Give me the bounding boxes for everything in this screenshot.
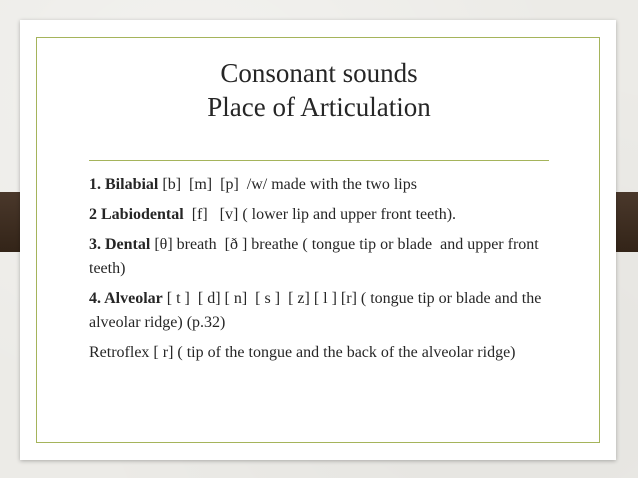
item-term: 2 Labiodental	[89, 206, 184, 223]
item-description: [b] [m] [p] /w/ made with the two lips	[158, 176, 417, 193]
list-item-labiodental	[89, 203, 559, 227]
slide-body	[89, 173, 559, 371]
list-item-dental	[89, 233, 559, 281]
item-description: [f] [v] ( lower lip and upper front teeth).	[183, 206, 457, 223]
list-item-alveolar	[89, 287, 559, 335]
slide-title-line1: Consonant sounds	[220, 58, 418, 88]
item-description: [θ] breath [ð ] breathe ( tongue tip or blade and upper front teeth)	[89, 236, 543, 277]
list-item-retroflex	[89, 341, 559, 365]
item-term: 4. Alveolar	[89, 290, 163, 307]
list-item-bilabial	[89, 173, 559, 197]
title-divider	[89, 160, 549, 161]
slide-title-line2: Place of Articulation	[207, 92, 431, 122]
item-description: [ t ] [ d] [ n] [ s ] [ z] [ l ] [r] ( tongue tip or blade and the alveolar ridge) (p.32)	[89, 290, 546, 331]
item-term: 3. Dental	[89, 236, 151, 253]
item-term: 1. Bilabial	[89, 176, 159, 193]
item-description: Retroflex [ r] ( tip of the tongue and the back of the alveolar ridge)	[89, 344, 516, 361]
